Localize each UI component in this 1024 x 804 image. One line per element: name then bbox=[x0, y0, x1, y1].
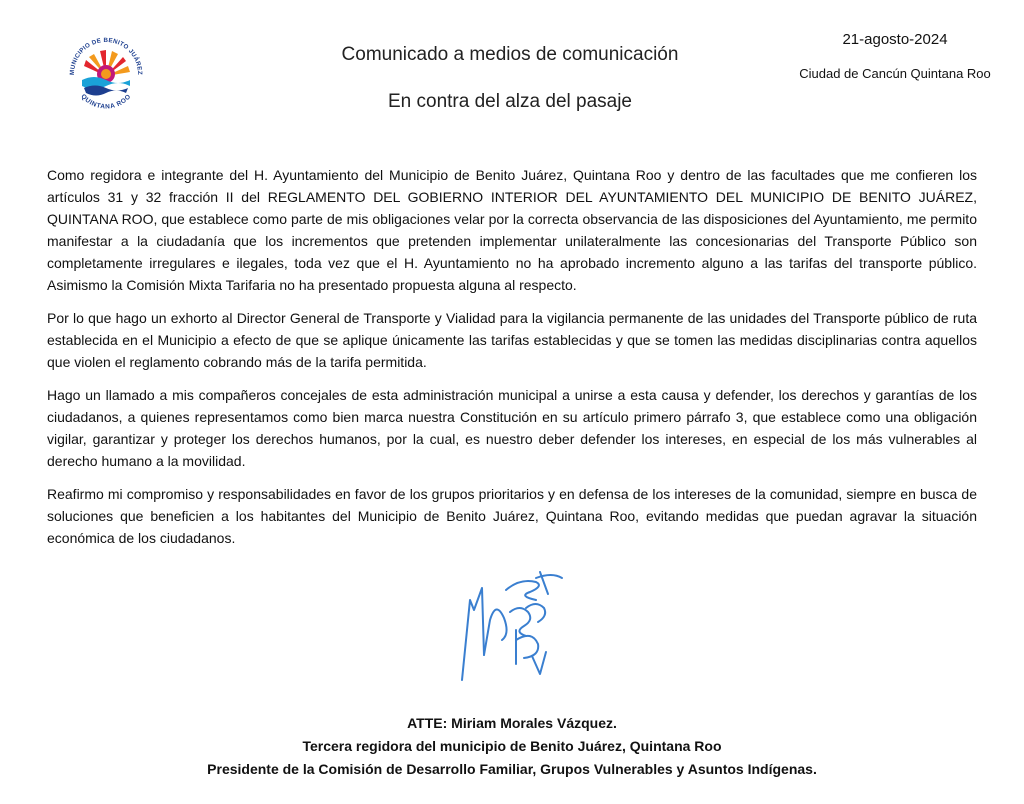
logo-text-top: MUNICIPIO DE BENITO JUÁREZ bbox=[68, 36, 144, 76]
page-subtitle: En contra del alza del pasaje bbox=[388, 91, 632, 112]
body-paragraph: Reafirmo mi compromiso y responsabilidades en favor de los grupos prioritarios y en defensa de los intereses de la comunidad, siempre en busca de soluciones que beneficien a los habitantes del Municipio de Benito Juárez, Quintana Roo, evitando medidas que puedan agravar la situación económica de los ciudadanos. bbox=[47, 486, 977, 546]
footer-role-line: Tercera regidora del municipio de Benito Juárez, Quintana Roo bbox=[302, 738, 722, 754]
logo-text-bottom: QUINTANA ROO bbox=[79, 93, 133, 111]
svg-text:QUINTANA ROO bbox=[79, 93, 132, 111]
municipio-seal-icon bbox=[60, 22, 152, 120]
footer-commission-line: Presidente de la Comisión de Desarrollo Familiar, Grupos Vulnerables y Asuntos Indígenas. bbox=[207, 761, 817, 777]
body-paragraph: Hago un llamado a mis compañeros concejales de esta administración municipal a unirse a esta causa y defender, los derechos y garantías de los ciudadanos, a quienes representamos como bien marca nuestra Constitución en su artículo primero párrafo 3, que establece como una obligación vigilar, garantizar y proteger los derechos humanos, por la cual, es nuestro deber defender los intereses, en especial de los más vulnerables al derecho humano a la movilidad. bbox=[47, 387, 977, 469]
page-title: Comunicado a medios de comunicación bbox=[341, 44, 679, 65]
footer-attention-line: ATTE: Miriam Morales Vázquez. bbox=[407, 715, 617, 731]
body-paragraph: Como regidora e integrante del H. Ayuntamiento del Municipio de Benito Juárez, Quintana Roo y dentro de las facultades que me confieren los artículos 31 y 32 fracción II del REGLAMENTO DEL GOBIERNO INTERIOR DEL AYUNTAMIENTO DEL MUNICIPIO DE BENITO JUÁREZ, QUINTANA ROO, que establece como parte de mis obligaciones velar por la correcta observancia de las disposiciones del Ayuntamiento, me permito manifestar a la ciudadanía que los incrementos que pretenden implementar unilateralmente las concesionarias del Transporte Público son completamente irregulares e ilegales, toda vez que el H. Ayuntamiento no ha aprobado incremento alguno a las tarifas del transporte público. Asimismo la Comisión Mixta Tarifaria no ha presentado propuesta alguna al respecto. bbox=[47, 167, 977, 293]
document-city: Ciudad de Cancún Quintana Roo bbox=[799, 66, 991, 81]
handwritten-signature-icon bbox=[440, 560, 580, 700]
document-date: 21-agosto-2024 bbox=[842, 31, 948, 48]
document-body bbox=[47, 164, 977, 560]
body-paragraph: Por lo que hago un exhorto al Director General de Transporte y Vialidad para la vigilancia permanente de las unidades del Transporte público de ruta establecida en el Municipio a efecto de que se aplique únicamente las tarifas establecidas y que se tomen las medidas disciplinarias contra aquellos que violen el reglamento cobrando más de la tarifa permitida. bbox=[47, 310, 977, 370]
